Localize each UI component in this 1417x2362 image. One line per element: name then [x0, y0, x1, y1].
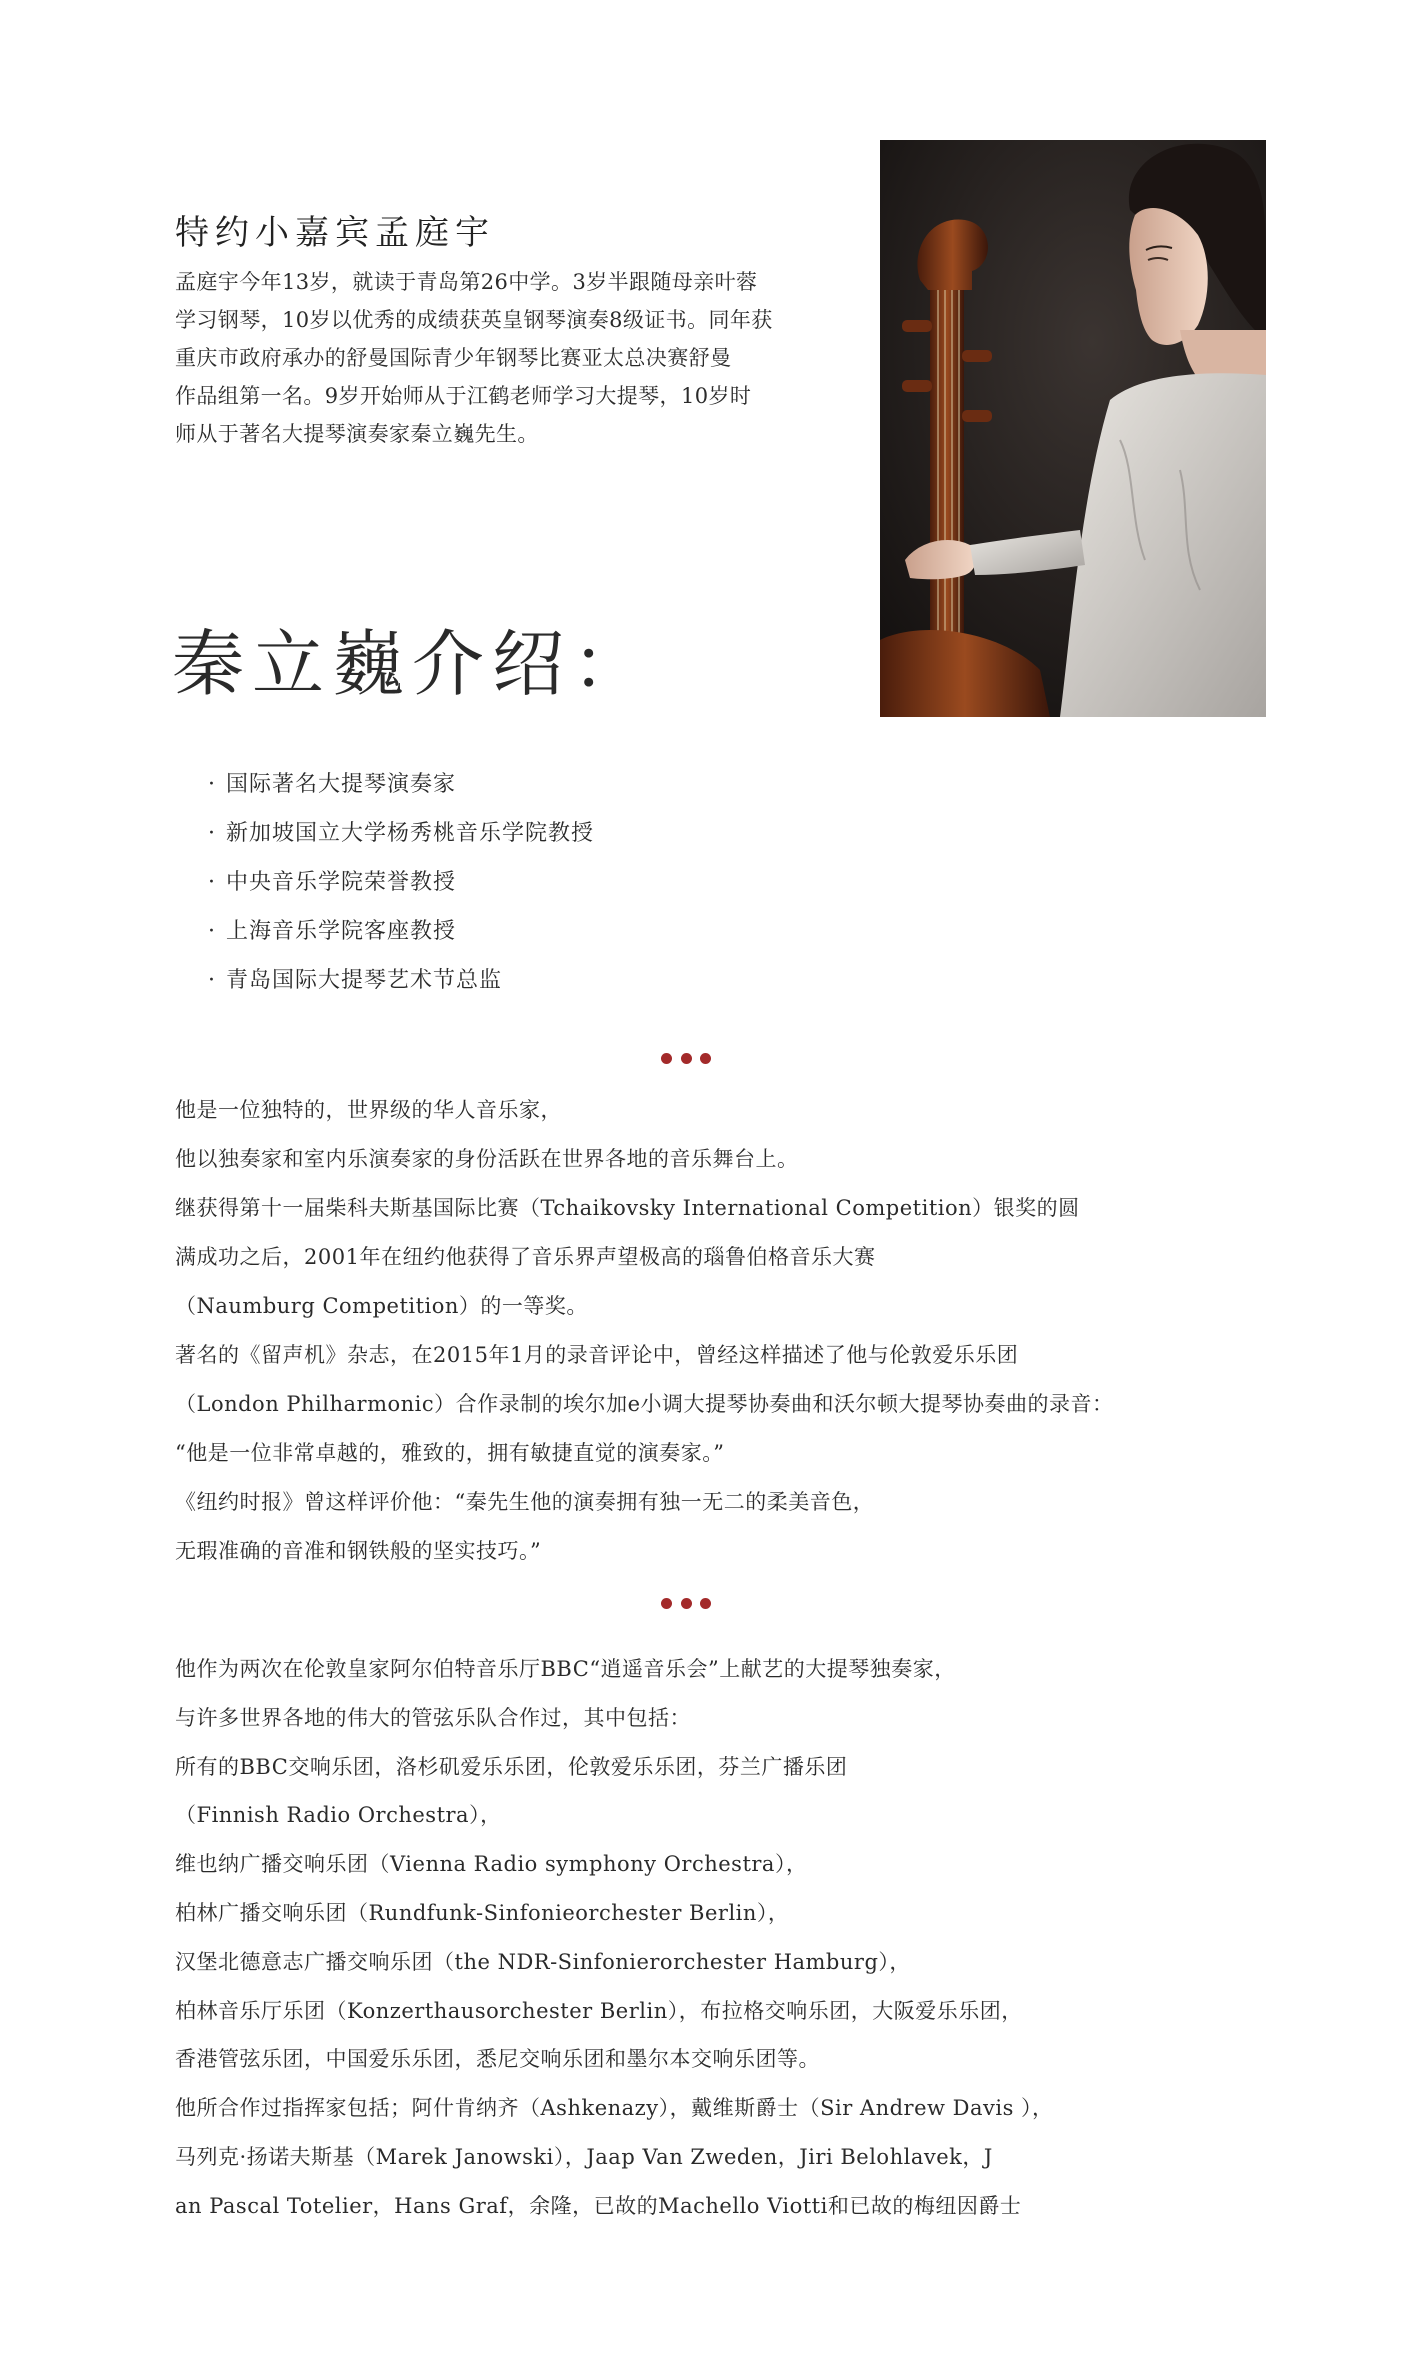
credit-label: 国际著名大提琴演奏家: [226, 772, 457, 797]
divider-dots-icon: [661, 1597, 711, 1609]
guest-bio-line: 学习钢琴，10岁以优秀的成绩获英皇钢琴演奏8级证书。同年获: [175, 308, 773, 332]
guest-bio-line: 作品组第一名。9岁开始师从于江鹤老师学习大提琴，10岁时: [175, 384, 752, 408]
credit-item: [208, 760, 594, 809]
credit-label: 新加坡国立大学杨秀桃音乐学院教授: [226, 821, 595, 846]
bullet-icon: ·: [208, 821, 216, 846]
dot-icon: [661, 1598, 672, 1609]
bio-line: （Naumburg Competition）的一等奖。: [175, 1294, 588, 1318]
guest-bio-line: 重庆市政府承办的舒曼国际青少年钢琴比赛亚太总决赛舒曼: [175, 346, 732, 370]
credit-item: [208, 956, 594, 1005]
bio-line: 柏林音乐厅乐团（Konzerthausorchester Berlin），布拉格交响乐团，大阪爱乐乐团，: [175, 1998, 1023, 2023]
divider-dots-icon: [661, 1052, 711, 1064]
bio-line: 香港管弦乐团，中国爱乐乐团，悉尼交响乐团和墨尔本交响乐团等。: [175, 2047, 820, 2072]
bio-line: 著名的《留声机》杂志，在2015年1月的录音评论中，曾经这样描述了他与伦敦爱乐乐团: [175, 1343, 1019, 1367]
credit-label: 中央音乐学院荣誉教授: [226, 870, 457, 895]
bio-line: 满成功之后，2001年在纽约他获得了音乐界声望极高的瑙鲁伯格音乐大赛: [175, 1245, 876, 1269]
bio-line: 他是一位独特的，世界级的华人音乐家，: [175, 1098, 562, 1122]
bio-line: 《纽约时报》曾这样评价他：“秦先生他的演奏拥有独一无二的柔美音色，: [175, 1490, 875, 1514]
bio-line: 维也纳广播交响乐团（Vienna Radio symphony Orchestra），: [175, 1852, 808, 1877]
credit-label: 上海音乐学院客座教授: [226, 919, 457, 944]
credit-label: 青岛国际大提琴艺术节总监: [226, 968, 503, 993]
dot-icon: [700, 1053, 711, 1064]
guest-bio-line: 师从于著名大提琴演奏家秦立巍先生。: [175, 422, 539, 446]
bullet-icon: ·: [208, 968, 216, 993]
bio-line: an Pascal Totelier，Hans Graf，余隆，已故的Machello Viotti和已故的梅纽因爵士: [175, 2193, 1022, 2218]
cellist-portrait-photo: [880, 140, 1266, 717]
dot-icon: [700, 1598, 711, 1609]
credits-list: [208, 760, 594, 1005]
bio-line: 无瑕准确的音准和钢铁般的坚实技巧。”: [175, 1539, 542, 1563]
bullet-icon: ·: [208, 772, 216, 797]
bullet-icon: ·: [208, 919, 216, 944]
dot-icon: [661, 1053, 672, 1064]
bio-line: 汉堡北德意志广播交响乐团（the NDR-Sinfonierorchester Hamburg），: [175, 1949, 911, 1974]
guest-bio-line: 孟庭宇今年13岁，就读于青岛第26中学。3岁半跟随母亲叶蓉: [175, 270, 758, 294]
dot-icon: [681, 1598, 692, 1609]
guest-bio: [175, 263, 840, 453]
bio-line: （London Philharmonic）合作录制的埃尔加e小调大提琴协奏曲和沃尔顿大提琴协奏曲的录音：: [175, 1392, 1114, 1416]
bio-paragraph-2: [175, 1645, 1054, 2231]
bio-line: 继获得第十一届柴科夫斯基国际比赛（Tchaikovsky International Competition）银奖的圆: [175, 1196, 1080, 1220]
bio-line: 所有的BBC交响乐团，洛杉矶爱乐乐团，伦敦爱乐乐团，芬兰广播乐团: [175, 1754, 848, 1779]
credit-item: [208, 858, 594, 907]
bio-line: 马列克·扬诺夫斯基（Marek Janowski），Jaap Van Zweden，Jiri Belohlavek，J: [175, 2144, 993, 2169]
credit-item: [208, 809, 594, 858]
bio-line: 与许多世界各地的伟大的管弦乐队合作过，其中包括：: [175, 1705, 691, 1730]
credit-item: [208, 907, 594, 956]
bio-line: “他是一位非常卓越的，雅致的，拥有敏捷直觉的演奏家。”: [175, 1441, 725, 1465]
guest-title: 特约小嘉宾孟庭宇: [175, 213, 495, 253]
bio-line: 柏林广播交响乐团（Rundfunk-Sinfonieorchester Berlin），: [175, 1900, 790, 1925]
dot-icon: [681, 1053, 692, 1064]
bio-line: 他作为两次在伦敦皇家阿尔伯特音乐厅BBC“逍遥音乐会”上献艺的大提琴独奏家，: [175, 1657, 956, 1681]
bullet-icon: ·: [208, 870, 216, 895]
bio-paragraph-1: [175, 1086, 1114, 1576]
bio-line: 他所合作过指挥家包括；阿什肯纳齐（Ashkenazy），戴维斯爵士（Sir Andrew Davis ），: [175, 2096, 1054, 2121]
bio-line: 他以独奏家和室内乐演奏家的身份活跃在世界各地的音乐舞台上。: [175, 1147, 799, 1171]
bio-line: （Finnish Radio Orchestra），: [175, 1803, 502, 1828]
main-title: 秦立巍介绍：: [172, 622, 653, 706]
